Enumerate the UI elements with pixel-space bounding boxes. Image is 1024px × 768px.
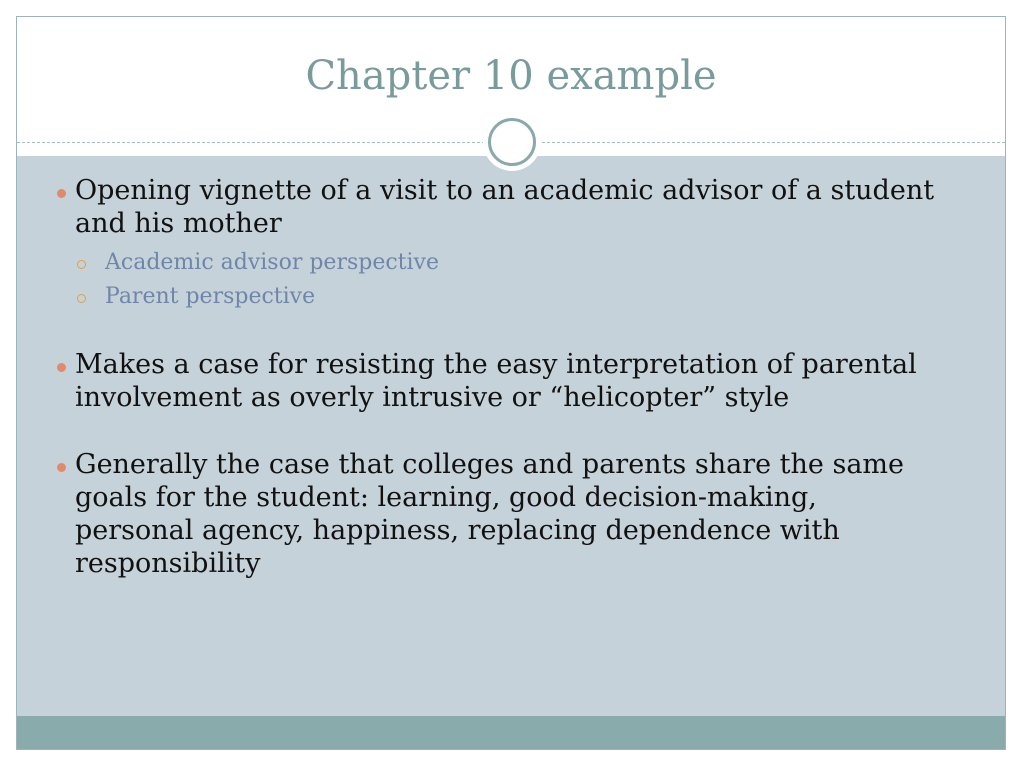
sub-bullet-item [75, 280, 937, 314]
filled-dot-icon [57, 189, 66, 198]
hollow-circle-icon [77, 294, 86, 303]
bullet-text: Makes a case for resisting the easy interpretation of parental involvement as overly intrusive or “helicopter” style [75, 349, 917, 413]
inner-circle [488, 118, 536, 166]
sub-bullet-text: Parent perspective [105, 284, 316, 309]
hollow-circle-icon [77, 260, 86, 269]
sub-bullet-text: Academic advisor perspective [105, 250, 440, 275]
sub-bullet-item [75, 246, 937, 280]
bullet-item [57, 448, 937, 580]
filled-dot-icon [57, 363, 66, 372]
bullet-list [57, 174, 937, 614]
bullet-item [57, 348, 937, 414]
slide [16, 16, 1006, 750]
bullet-item [57, 174, 937, 314]
bullet-text: Generally the case that colleges and parents share the same goals for the student: learning, good decision-making, personal agency, happiness, replacing dependence with responsibility [75, 449, 904, 579]
bullet-text: Opening vignette of a visit to an academic advisor of a student and his mother [75, 175, 935, 239]
slide-title: Chapter 10 example [305, 53, 717, 99]
double-circle-icon [483, 113, 541, 171]
footer-bar [17, 716, 1005, 750]
filled-dot-icon [57, 463, 66, 472]
sub-bullet-list [75, 246, 937, 314]
